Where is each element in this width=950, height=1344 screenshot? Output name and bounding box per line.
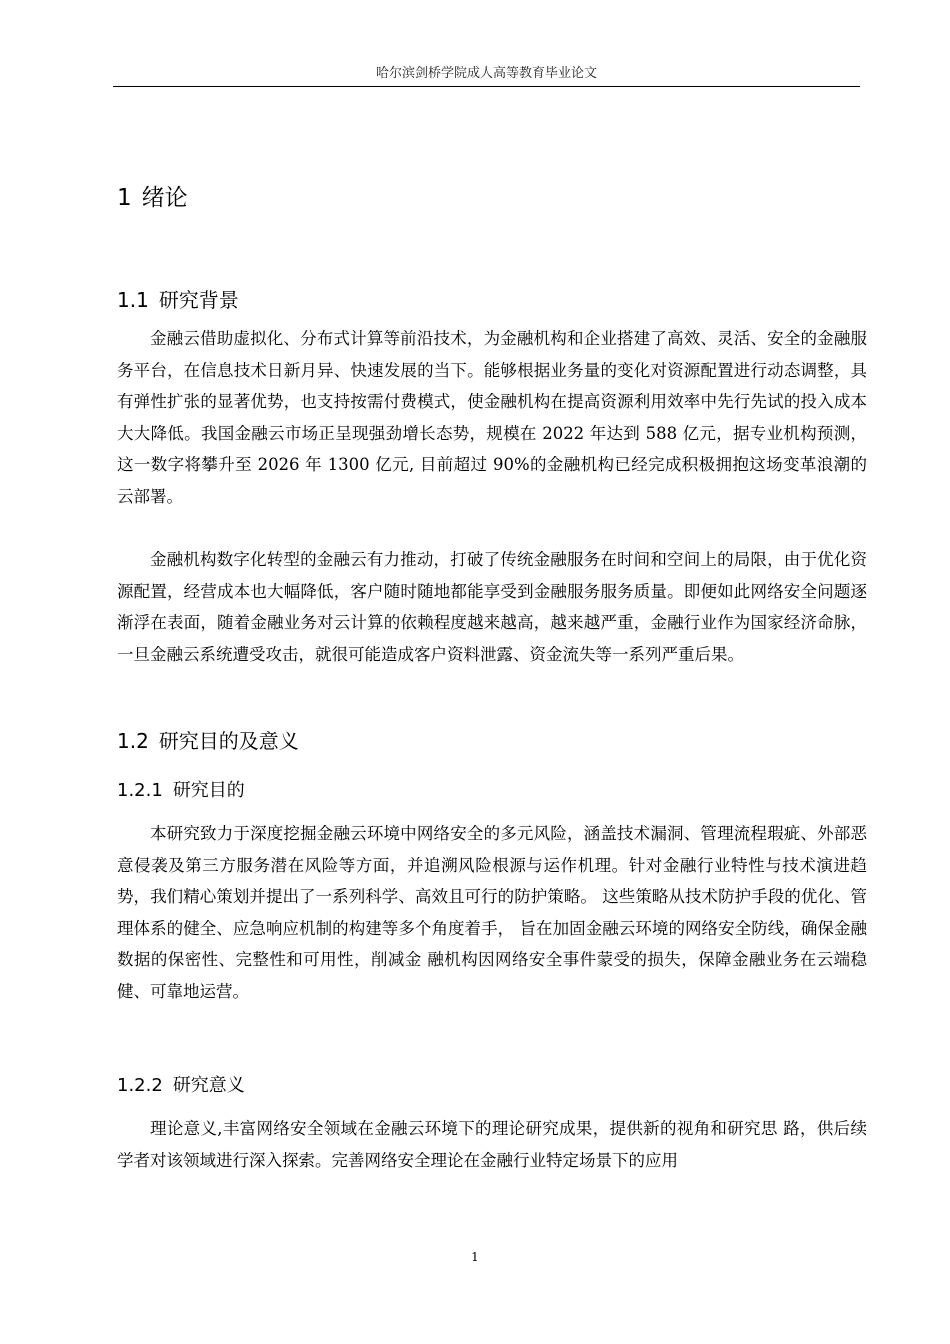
subsection-title: 研究意义 <box>172 1075 245 1096</box>
subsection-heading-1-2-1 <box>117 776 245 802</box>
section-heading-1-2 <box>117 725 299 754</box>
section-heading-1-1 <box>117 284 239 313</box>
page-number: 1 <box>471 1250 479 1264</box>
running-header: 哈尔滨剑桥学院成人高等教育毕业论文 <box>375 66 597 81</box>
subsection-title: 研究目的 <box>172 780 245 801</box>
paragraph-significance: 理论意义,丰富网络安全领域在金融云环境下的理论研究成果，提供新的视角和研究思 路，供后续学者对该领域进行深入探索。完善网络安全理论在金融行业特定场景下的应用 <box>117 1119 867 1170</box>
subsection-number: 1.2.1 <box>117 780 163 801</box>
paragraph-background-1: 金融云借助虚拟化、分布式计算等前沿技术，为金融机构和企业搭建了高效、灵活、安全的金融服务平台，在信息技术日新月异、快速发展的当下。能够根据业务量的变化对资源配置进行动态调整，具有弹性扩张的显著优势，也支持按需付费模式，使金融机构在提高资源利用效率中先行先试的投入成本大大降低。我国金融云市场正呈现强劲增长态势，规模在 2022 年达到 588 亿元，据专业机构预测，这一数字将攀升至 2026 年 1300 亿元, 目前超过 90%的金融机构已经完成积极拥抱这场变革浪潮的云部署。 <box>117 329 867 506</box>
section-number: 1.2 <box>117 729 149 753</box>
paragraph-background-2: 金融机构数字化转型的金融云有力推动，打破了传统金融服务在时间和空间上的局限，由于优化资源配置，经营成本也大幅降低，客户随时随地都能享受到金融服务服务质量。即便如此网络安全问题逐渐浮在表面，随着金融业务对云计算的依赖程度越来越高，越来越严重，金融行业作为国家经济命脉，一旦金融云系统遭受攻击，就很可能造成客户资料泄露、资金流失等一系列严重后果。 <box>117 550 867 664</box>
section-title: 研究背景 <box>158 288 239 312</box>
chapter-heading <box>117 179 188 212</box>
section-title: 研究目的及意义 <box>158 729 299 753</box>
chapter-title: 绪论 <box>141 185 188 211</box>
subsection-heading-1-2-2 <box>117 1071 245 1097</box>
section-number: 1.1 <box>117 288 149 312</box>
subsection-number: 1.2.2 <box>117 1075 163 1096</box>
chapter-number: 1 <box>117 185 132 211</box>
header-rule <box>113 86 860 87</box>
paragraph-purpose: 本研究致力于深度挖掘金融云环境中网络安全的多元风险，涵盖技术漏洞、管理流程瑕疵、外部恶意侵袭及第三方服务潜在风险等方面，并追溯风险根源与运作机理。针对金融行业特性与技术演进趋势，我们精心策划并提出了一系列科学、高效且可行的防护策略。 这些策略从技术防护手段的优化、管理体系的健全、应急响应机制的构建等多个角度着手， 旨在加固金融云环境的网络安全防线，确保金融数据的保密性、完整性和可用性，削减金 融机构因网络安全事件蒙受的损失，保障金融业务在云端稳健、可靠地运营。 <box>117 824 867 1001</box>
